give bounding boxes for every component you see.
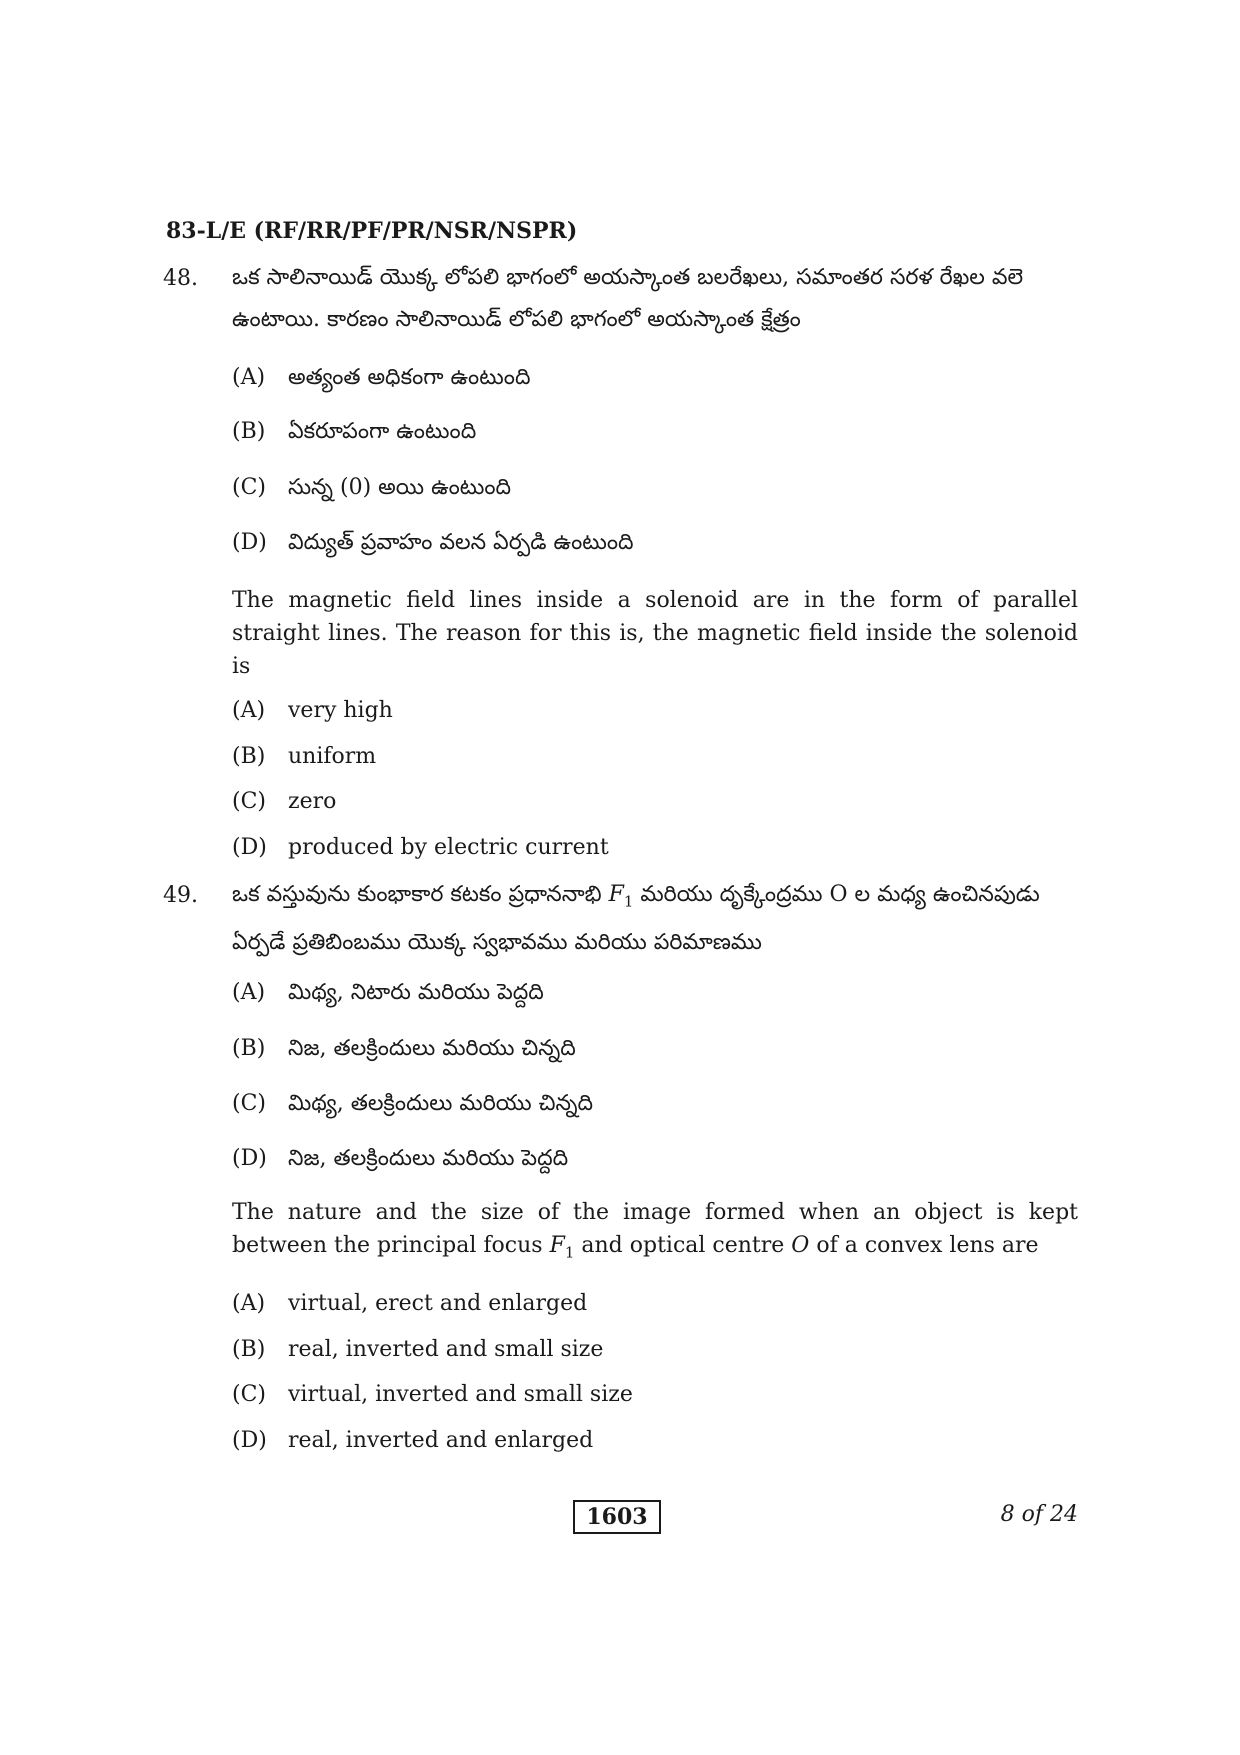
option-48-te-b (232, 419, 476, 449)
footer-code-box: 1603 (573, 1500, 661, 1534)
option-label: (B) (232, 419, 266, 444)
option-49-en-c (232, 1382, 633, 1407)
option-text: real, inverted and small size (288, 1337, 604, 1362)
option-text: నిజ, తలక్రిందులు మరియు చిన్నది (288, 1036, 576, 1061)
option-label: (C) (232, 1091, 266, 1116)
option-49-en-d (232, 1428, 593, 1453)
option-label: (A) (232, 698, 266, 723)
english-stem-part: of a convex lens are (816, 1233, 1039, 1258)
option-text: zero (288, 789, 337, 814)
option-text: మిథ్య, నిటారు మరియు పెద్దది (288, 980, 544, 1005)
option-49-te-d (232, 1146, 568, 1176)
option-48-en-c (232, 789, 336, 814)
option-label: (A) (232, 1291, 266, 1316)
focus-symbol: $F_1$ (608, 882, 634, 911)
option-49-te-a (232, 980, 544, 1010)
option-48-en-a (232, 698, 393, 723)
option-48-en-d (232, 835, 609, 860)
english-stem-text (232, 1196, 1078, 1269)
question-48-telugu-stem (232, 257, 1078, 341)
option-label: (B) (232, 744, 266, 769)
option-text: uniform (288, 744, 377, 769)
page-number: 8 of 24 (1000, 1502, 1078, 1527)
telugu-stem-text (232, 874, 1078, 964)
option-text: అత్యంత అధికంగా ఉంటుంది (288, 365, 531, 390)
option-text: మిథ్య, తలక్రిందులు మరియు చిన్నది (288, 1091, 593, 1116)
option-48-te-d (232, 530, 634, 560)
option-text: సున్న (0) అయి ఉంటుంది (288, 475, 512, 500)
option-text: virtual, inverted and small size (288, 1382, 633, 1407)
option-label: (A) (232, 365, 266, 390)
telugu-stem-part: ఒక వస్తువును కుంభాకార కటకం ప్రధాననాభి (232, 882, 602, 907)
option-48-te-a (232, 365, 530, 395)
option-label: (D) (232, 530, 267, 555)
question-49-telugu-stem (232, 874, 1078, 964)
page-header-code: 83-L/E (RF/RR/PF/PR/NSR/NSPR) (166, 218, 578, 244)
option-text: విద్యుత్ ప్రవాహం వలన ఏర్పడి ఉంటుంది (288, 530, 634, 555)
english-stem-text: The magnetic field lines inside a solenoid are in the form of parallel straight lines. The reason for this is, the magnetic field inside the solenoid is (232, 588, 1078, 679)
question-48-english-stem (232, 584, 1078, 683)
telugu-stem-text: ఒక సాలినాయిడ్ యొక్క లోపలి భాగంలో అయస్కాంత బలరేఖలు, సమాంతర సరళ రేఖల వలె ఉంటాయి. కారణం సాలినాయిడ్ లోపలి భాగంలో అయస్కాంత క్షేత్రం (232, 265, 1024, 332)
centre-symbol: O (791, 1233, 810, 1258)
option-49-en-b (232, 1337, 603, 1362)
option-text: ఏకరూపంగా ఉంటుంది (288, 419, 477, 444)
option-label: (D) (232, 1146, 267, 1171)
option-text: నిజ, తలక్రిందులు మరియు పెద్దది (288, 1146, 569, 1171)
option-label: (C) (232, 1382, 266, 1407)
option-text: real, inverted and enlarged (288, 1428, 594, 1453)
question-49-english-stem (232, 1196, 1078, 1269)
option-49-te-c (232, 1091, 593, 1121)
option-label: (C) (232, 475, 266, 500)
option-text: very high (288, 698, 393, 723)
focus-symbol: $F_1$ (549, 1233, 575, 1262)
option-48-te-c (232, 475, 511, 505)
option-label: (B) (232, 1036, 266, 1061)
option-49-en-a (232, 1291, 587, 1316)
option-label: (D) (232, 835, 267, 860)
english-stem-part: The nature and the size of the image formed when an object is kept between the principal focus (232, 1200, 1078, 1258)
telugu-stem-part: మరియు దృక్కేంద్రము O ల మధ్య ఉంచినపుడు ఏర్పడే ప్రతిబింబము యొక్క స్వభావము మరియు పరిమాణము (232, 882, 1040, 956)
question-number: 49. (163, 883, 198, 908)
option-label: (B) (232, 1337, 266, 1362)
option-label: (C) (232, 789, 266, 814)
english-stem-part: and optical centre (581, 1233, 785, 1258)
option-text: virtual, erect and enlarged (288, 1291, 588, 1316)
option-label: (D) (232, 1428, 267, 1453)
question-number: 48. (163, 266, 198, 291)
option-48-en-b (232, 744, 376, 769)
option-text: produced by electric current (288, 835, 609, 860)
option-label: (A) (232, 980, 266, 1005)
option-49-te-b (232, 1036, 576, 1066)
